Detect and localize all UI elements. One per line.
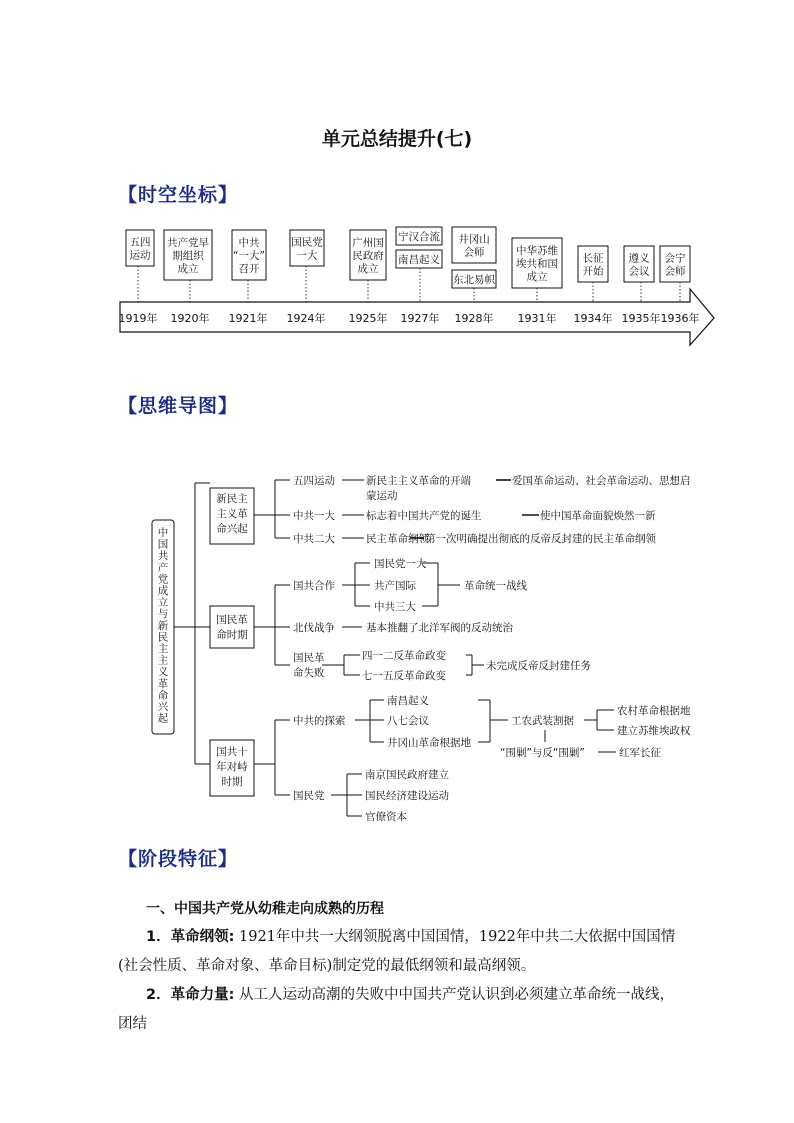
feature-heading: 一、中国共产党从幼稚走向成熟的历程 bbox=[146, 901, 384, 917]
branch2-coop: 国共合作 bbox=[293, 580, 335, 592]
branch2-box bbox=[210, 606, 254, 648]
mindmap-root-char: 中 bbox=[157, 527, 169, 539]
branch1-item-text: 新民主主义革命的开端 bbox=[366, 475, 471, 487]
mindmap-root-char: 革 bbox=[157, 677, 169, 690]
timeline-year: 1924年 bbox=[286, 312, 326, 325]
branch1-item-text: 标志着中国共产党的诞生 bbox=[366, 510, 482, 522]
branch1-item-key: 中共一大 bbox=[293, 510, 335, 522]
branch2-north-result: 基本推翻了北洋军阀的反动统治 bbox=[366, 622, 513, 634]
mindmap-root-char: 立 bbox=[157, 596, 169, 609]
timeline-event-label: 南昌起义 bbox=[398, 254, 440, 266]
branch2-coop-item: 国民党一大 bbox=[374, 558, 427, 570]
branch3-title: 年对峙 bbox=[216, 761, 248, 773]
timeline-event-label: 开始 bbox=[582, 265, 604, 278]
timeline-event-label: 成立 bbox=[357, 263, 379, 275]
timeline-year: 1936年 bbox=[660, 312, 700, 325]
p2-label: 2．革命力量: bbox=[146, 987, 235, 1003]
branch2-north: 北伐战争 bbox=[293, 622, 335, 634]
branch2-fail: 命失败 bbox=[293, 667, 325, 679]
branch2-fail-result: 未完成反帝反封建任务 bbox=[486, 660, 591, 672]
branch3-ccp: 中共的探索 bbox=[293, 715, 346, 727]
branch3-ccp-result-item: 建立苏维埃政权 bbox=[617, 725, 691, 737]
branch2-title: 命时期 bbox=[216, 629, 248, 641]
mindmap-root-char: 国 bbox=[157, 538, 169, 551]
branch3-ccp-result: 工农武装割据 bbox=[511, 715, 574, 727]
mindmap-root-char: 命 bbox=[157, 689, 169, 702]
timeline-event-label: 成立 bbox=[177, 263, 199, 275]
branch1-title: 新民主 bbox=[216, 493, 248, 505]
branch1-item-detail-cont: 蒙运动 bbox=[366, 490, 398, 502]
timeline-year: 1920年 bbox=[170, 312, 210, 325]
branch1-item-key: 中共二大 bbox=[293, 533, 335, 545]
branch1-item-detail: 爱国革命运动、社会革命运动、思想启 bbox=[512, 475, 691, 487]
timeline-event-label: 民政府 bbox=[352, 250, 384, 262]
branch1-title: 主义革 bbox=[216, 508, 248, 520]
timeline-year: 1925年 bbox=[348, 312, 388, 325]
timeline-event-label: 召开 bbox=[238, 263, 260, 275]
branch2-coop-item: 中共三大 bbox=[374, 601, 416, 613]
branch1-title: 命兴起 bbox=[216, 523, 248, 535]
timeline-event-label: 东北易帜 bbox=[453, 274, 495, 286]
branch3-kmt-item: 国民经济建设运动 bbox=[365, 790, 449, 802]
timeline-event-label: 会师 bbox=[463, 246, 485, 259]
branch3-kmt-item: 官僚资本 bbox=[365, 811, 407, 823]
branch2-fail-item: 四一二反革命政变 bbox=[362, 650, 446, 662]
branch3-kmt: 国民党 bbox=[293, 790, 325, 802]
page-title: 单元总结提升(七) bbox=[321, 128, 473, 150]
timeline-year: 1928年 bbox=[454, 312, 494, 325]
feature-paragraph-2 bbox=[118, 981, 684, 1039]
mindmap-root-char: 主 bbox=[157, 654, 169, 667]
branch2-title: 国民革 bbox=[216, 614, 248, 626]
branch1-item-text: 民主革命纲领 bbox=[366, 533, 429, 545]
timeline-year: 1934年 bbox=[573, 312, 613, 325]
timeline-event-label: 会宁 bbox=[664, 252, 686, 265]
timeline-event-label: 一大 bbox=[296, 249, 318, 262]
timeline-event-label: 井冈山 bbox=[458, 233, 490, 246]
section-heading-timeline: 【时空坐标】 bbox=[118, 184, 239, 206]
mindmap-root-char: 成 bbox=[157, 585, 169, 597]
p1-text: 1921年中共一大纲领脱离中国国情，1922年中共二大依据中国国情(社会性质、革命对象、革命目标)制定党的最低纲领和最高纲领。 bbox=[118, 929, 676, 974]
branch3-siege-result: 红军长征 bbox=[619, 747, 661, 759]
branch2-coop-item: 共产国际 bbox=[374, 580, 416, 592]
timeline-year: 1919年 bbox=[118, 312, 158, 325]
timeline-event-label: 宁汉合流 bbox=[398, 231, 440, 243]
mindmap-root-char: 民 bbox=[157, 631, 169, 644]
timeline-year: 1927年 bbox=[400, 312, 440, 325]
mindmap-root-char: 兴 bbox=[157, 701, 169, 713]
timeline-event-label: 共产党早 bbox=[167, 237, 209, 249]
timeline-event-label: 国民党 bbox=[291, 236, 323, 249]
timeline-event-label: 中华苏维 bbox=[516, 245, 558, 257]
timeline-event-label: “一大” bbox=[233, 250, 265, 262]
branch3-ccp-item: 八七会议 bbox=[387, 715, 429, 727]
branch2-fail-item: 七一五反革命政变 bbox=[362, 670, 446, 682]
timeline-year: 1935年 bbox=[621, 312, 661, 325]
mindmap-root-char: 起 bbox=[157, 712, 169, 725]
timeline-event-label: 成立 bbox=[526, 271, 548, 283]
branch3-ccp-item: 南昌起义 bbox=[387, 695, 429, 707]
mindmap-root-char: 共 bbox=[157, 550, 169, 563]
timeline-event-label: 会师 bbox=[664, 265, 686, 278]
branch3-title: 国共十 bbox=[216, 746, 248, 758]
branch3-title: 时期 bbox=[221, 776, 243, 788]
timeline-event-label: 期组织 bbox=[172, 250, 204, 262]
branch1-item-key: 五四运动 bbox=[293, 475, 335, 487]
mindmap-root-char: 党 bbox=[157, 573, 169, 586]
timeline-event-label: 广州国 bbox=[352, 237, 384, 249]
mindmap-root-char: 主 bbox=[157, 643, 169, 655]
feature-paragraph-1 bbox=[118, 923, 684, 981]
section-heading-features: 【阶段特征】 bbox=[118, 848, 239, 870]
timeline-event-label: 运动 bbox=[129, 249, 151, 262]
branch3-kmt-item: 南京国民政府建立 bbox=[365, 769, 449, 781]
timeline-event-label: 五四 bbox=[129, 236, 151, 249]
branch2-fail: 国民革 bbox=[293, 652, 325, 664]
mindmap-root-char: 新 bbox=[157, 619, 169, 632]
branch3-ccp-result-item: 农村革命根据地 bbox=[617, 705, 691, 717]
timeline-event-label: 会议 bbox=[628, 265, 650, 278]
branch1-item-detail: 第一次明确提出彻底的反帝反封建的民主革命纲领 bbox=[425, 533, 656, 545]
section-heading-mindmap: 【思维导图】 bbox=[118, 395, 239, 417]
branch3-siege: “围剿”与反“围剿” bbox=[500, 747, 585, 759]
p1-label: 1．革命纲领: bbox=[146, 929, 235, 945]
branch3-ccp-item: 井冈山革命根据地 bbox=[387, 737, 471, 749]
timeline-year: 1931年 bbox=[517, 312, 557, 325]
p2-text: 从工人运动高潮的失败中中国共产党认识到必须建立革命统一战线，团结 bbox=[118, 987, 674, 1032]
timeline-event-label: 埃共和国 bbox=[516, 258, 558, 270]
branch2-coop-result: 革命统一战线 bbox=[464, 580, 527, 592]
timeline-event-label: 中共 bbox=[238, 237, 260, 249]
mindmap-root-char: 产 bbox=[157, 561, 169, 574]
timeline-event-label: 长征 bbox=[582, 252, 604, 265]
mindmap-root-char: 义 bbox=[157, 666, 169, 679]
mindmap-root-char: 与 bbox=[157, 608, 169, 621]
timeline-year: 1921年 bbox=[228, 312, 268, 325]
branch1-item-detail: 使中国革命面貌焕然一新 bbox=[540, 510, 656, 522]
timeline-event-label: 遵义 bbox=[628, 252, 650, 265]
